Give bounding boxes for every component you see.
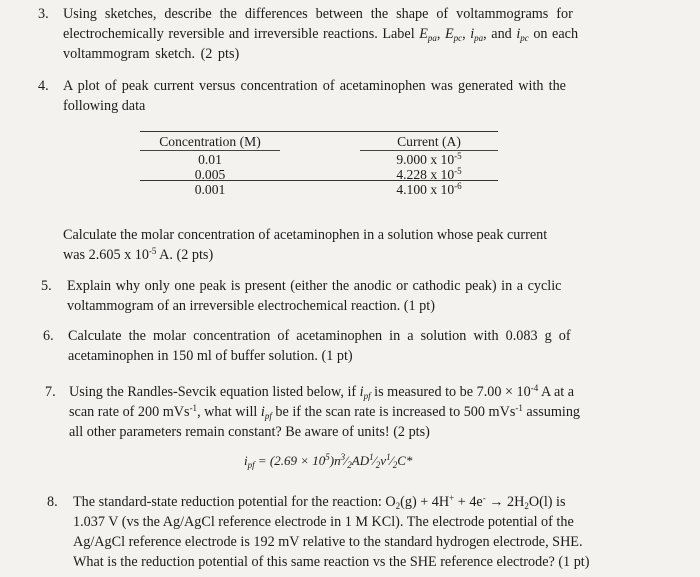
table-cell: 0.005 [194,167,226,182]
question-number: 8. [47,494,58,510]
question-line: following data [63,98,146,114]
table-cell: 4.228 x $10^{-5}$ [396,166,462,182]
table-cell: 0.001 [194,182,226,197]
question-line: A plot of peak current versus concentration of acetaminophen was generated with the [63,78,566,94]
question-line: Calculate the molar concentration of acetaminophen in a solution whose peak current [63,227,548,243]
question-line: Calculate the molar concentration of acetaminophen in a solution with 0.083 g of [68,328,571,344]
question-4-prompt [63,225,683,265]
question-line: Using the Randles-Sevcik equation listed below, if $i_{pf}$ is measured to be $7.00 \times 10^{-4}$ A at a [69,383,575,401]
question-line: Ag/AgCl reference electrode is 192 mV relative to the standard hydrogen electrode, SHE. [73,534,583,550]
question-line: voltammogram sketch. (2 pts) [63,46,240,62]
question-3 [38,4,678,64]
table-column-current [360,134,498,197]
question-line: all other parameters remain constant? Be aware of units! (2 pts) [69,424,430,440]
question-number: 6. [43,328,54,344]
question-4 [38,76,678,116]
data-table [140,131,498,197]
table-column-concentration [140,134,280,197]
table-cell: 4.100 x $10^{-6}$ [396,181,462,197]
question-number: 5. [41,278,52,294]
question-line: electrochemically reversible and irreversible reactions. Label $E_{pa}$, $E_{pc}$, $i_{pa}$, and $i_{pc}$ on each [63,26,579,43]
table-header: Concentration (M) [140,134,280,151]
question-line: The standard-state reduction potential for the reaction: $O_2(g) + 4H^+ + 4e^- \to 2H_2O(l)$ is [73,493,566,511]
question-line: Explain why only one peak is present (either the anodic or cathodic peak) in a cyclic [67,278,562,294]
question-7 [45,382,685,442]
question-line: Using sketches, describe the differences between the shape of voltammograms for [63,6,573,22]
question-number: 7. [45,384,56,400]
question-8 [47,492,687,572]
question-line: scan rate of 200 mVs$^{-1}$, what will $i_{pf}$ be if the scan rate is increased to 500 mVs$^{-1}$ assuming [69,403,581,421]
question-number: 3. [38,6,49,22]
question-line: acetaminophen in 150 ml of buffer solution. (1 pt) [68,348,353,364]
table-cell: 0.01 [198,152,222,167]
question-6 [43,326,683,366]
question-line: 1.037 V (vs the Ag/AgCl reference electrode in 1 M KCl). The electrode potential of the [73,514,574,530]
randles-sevcik-equation: $i_{pf} = (2.69$ × $10^5)n^3⁄_2AD^1⁄_2v^1⁄_2C*$ [244,452,413,470]
question-5 [41,276,681,316]
table-cell: 9.000 x $10^{-5}$ [396,151,462,167]
question-line: What is the reduction potential of this same reaction vs the SHE reference electrode? (1 pt) [73,554,590,570]
question-line: voltammogram of an irreversible electrochemical reaction. (1 pt) [67,298,435,314]
table-header: Current (A) [360,134,498,151]
question-line: was 2.605 x $10^{-5}$ A. (2 pts) [63,246,214,263]
question-number: 4. [38,78,49,94]
